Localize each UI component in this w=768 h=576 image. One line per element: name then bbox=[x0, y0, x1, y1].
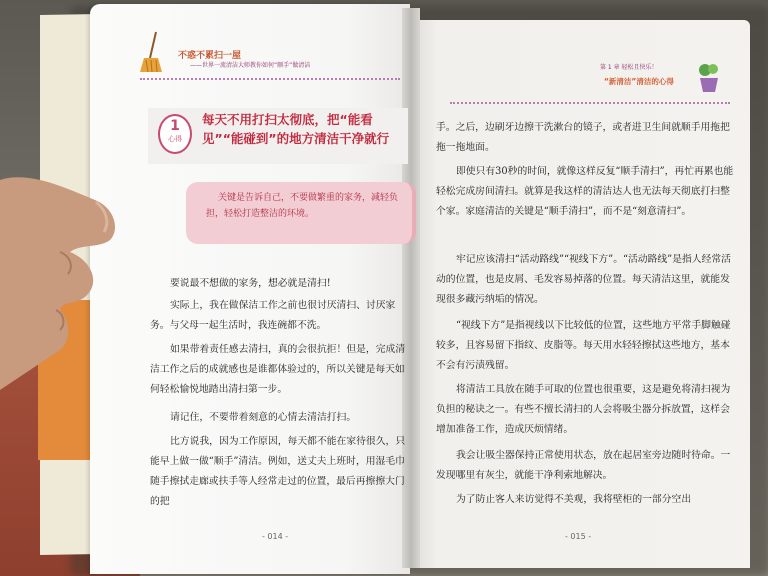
right-page-number: - 015 - bbox=[565, 532, 592, 541]
left-page-number: - 014 - bbox=[262, 532, 289, 541]
header-dotted-rule bbox=[140, 74, 400, 80]
tip-number: 1 bbox=[170, 118, 180, 134]
right-paragraph: 我会让吸尘器保持正常使用状态，放在起居室旁边随时待命。一发现哪里有灰尘，就能干净利索地解决。 bbox=[436, 450, 731, 481]
right-paragraph: “视线下方”是指视线以下比较低的位置，这些地方平常手脚触碰较多，且容易留下指纹、皮脂等。每天用水轻轻擦拭这些地方，基本不会有污渍残留。 bbox=[436, 320, 731, 371]
left-running-header bbox=[140, 30, 410, 80]
book-title: 不惑不累扫一屋 bbox=[178, 51, 242, 61]
chapter-label: 第 1 章 轻松且快乐！ bbox=[600, 64, 658, 71]
left-paragraph: 实际上，我在做保洁工作之前也很讨厌清扫、讨厌家务。与父母一起生活时，我连碗都不洗。 bbox=[150, 300, 396, 331]
section-title: 每天不用打扫太彻底，把“能看见”“能碰到”的地方清洁干净就行 bbox=[202, 112, 390, 146]
right-paragraph: 手。之后，边刷牙边擦干洗漱台的镜子，或者进卫生间就顺手用拖把拖一拖地面。 bbox=[436, 122, 730, 153]
header-dotted-rule bbox=[450, 100, 730, 104]
broom-icon bbox=[140, 30, 166, 74]
right-paragraph: 将清洁工具放在随手可取的位置也很重要，这是避免将清扫视为负担的秘诀之一。有些不擅长清扫的人会将吸尘器分拆放置，这样会增加准备工作，造成厌烦情绪。 bbox=[436, 384, 731, 435]
key-point-text: 关键是告诉自己，不要做繁重的家务，减轻负担，轻松打造整洁的环境。 bbox=[206, 193, 399, 219]
left-paragraph: 请记住，不要带着刻意的心情去清洁打扫。 bbox=[170, 412, 357, 423]
chapter-title: “新清洁”清洁的心得 bbox=[604, 77, 674, 86]
tip-word: 心得 bbox=[168, 135, 182, 143]
hand bbox=[0, 160, 135, 440]
left-paragraph: 如果带着责任感去清扫，真的会很抗拒！但是，完成清洁工作之后的成就感也是谁都体验过的，所以关键是每天如何轻松愉悦地踏出清扫第一步。 bbox=[150, 344, 406, 395]
right-paragraph: 即使只有30秒的时间，就像这样反复“顺手清扫”，再忙再累也能轻松完成房间清扫。就算是我这样的清洁达人也无法每天彻底打扫整个家。家庭清洁的关键是“顺手清扫”，而不是“刻意清扫”。 bbox=[436, 166, 734, 217]
right-paragraph: 牢记应该清扫“活动路线”“视线下方”。“活动路线”是指人经常活动的位置，也是皮屑、毛发容易掉落的位置。每天清洁这里，就能发现很多藏污纳垢的情况。 bbox=[436, 254, 731, 305]
tip-badge bbox=[158, 114, 192, 154]
plant-pot-icon bbox=[696, 62, 722, 94]
right-running-header bbox=[600, 62, 750, 102]
left-paragraph: 要说最不想做的家务，想必就是清扫! bbox=[170, 278, 331, 289]
right-paragraph: 为了防止客人来访觉得不美观，我将壁柜的一部分空出 bbox=[456, 494, 692, 505]
left-paragraph: 比方说我，因为工作原因，每天都不能在家待很久，只能早上做一做“顺手”清洁。例如，送丈夫上班时，用湿毛巾随手擦拭走廊或扶手等人经常走过的位置，最后再擦擦大门的把 bbox=[150, 436, 406, 507]
book-subtitle: ——世界一流清洁大师教你如何“顺手”做清洁 bbox=[190, 62, 311, 69]
